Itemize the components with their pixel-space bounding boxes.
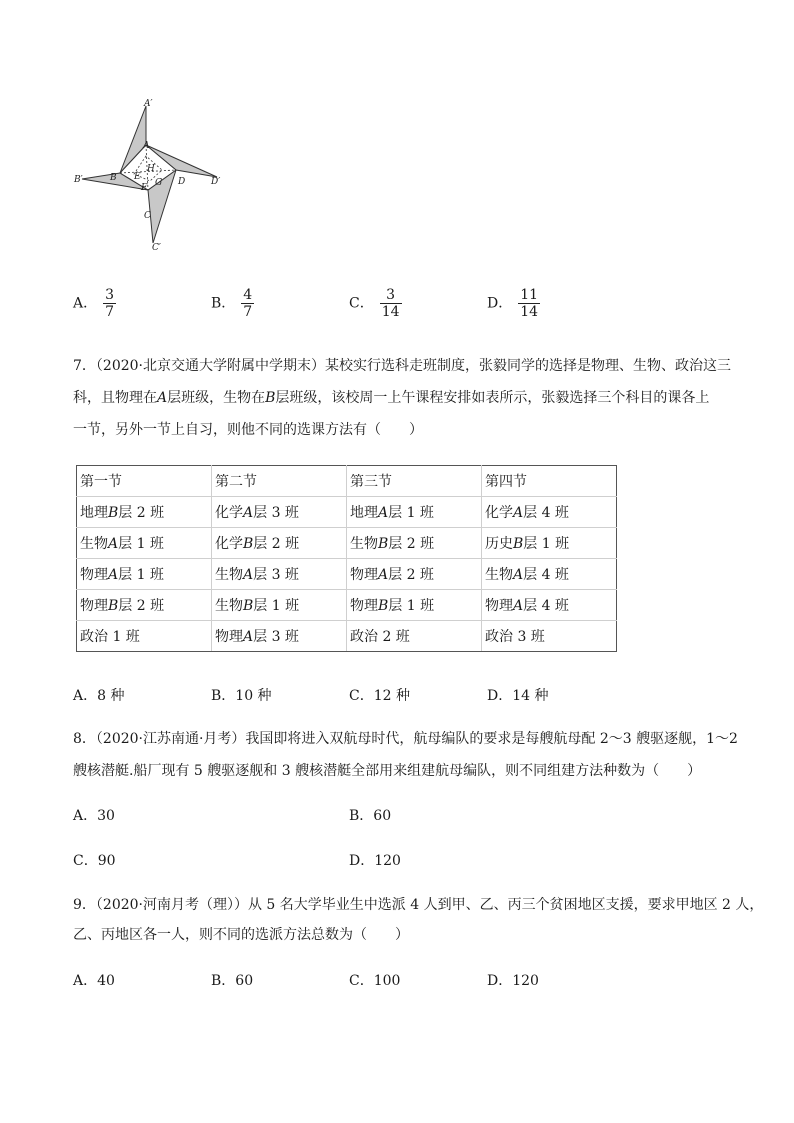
table-header-cell: 第三节 <box>347 466 482 497</box>
table-header-row <box>77 466 617 497</box>
q7-option-c: C．12 种 <box>349 688 410 704</box>
q8-line-1: 8．（2020·江苏南通·月考）我国即将进入双航母时代，航母编队的要求是每艘航母配 2～3 艘驱逐舰，1～2 <box>73 731 738 747</box>
q9-line-2: 乙、丙地区各一人，则不同的选派方法总数为（ ） <box>73 927 409 943</box>
q7-option-d: D．14 种 <box>487 688 549 704</box>
table-row <box>77 590 617 621</box>
table-cell: 化学B层 2 班 <box>212 528 347 559</box>
q8-option-b: B．60 <box>349 808 392 824</box>
pinwheel-figure <box>70 95 230 255</box>
label-d-prime: D′ <box>211 177 221 187</box>
schedule-table <box>76 465 617 652</box>
q6-option-d: D． $\frac{11}{14}$ <box>487 287 539 320</box>
table-cell: 地理A层 1 班 <box>347 497 482 528</box>
table-cell: 物理B层 2 班 <box>77 590 212 621</box>
table-cell: 物理A层 2 班 <box>347 559 482 590</box>
q6-option-b: B． $\frac{4}{7}$ <box>211 287 253 320</box>
table-cell: 化学A层 3 班 <box>212 497 347 528</box>
label-f: F <box>141 183 148 193</box>
q9-line-1: 9．（2020·河南月考（理））从 5 名大学毕业生中选派 4 人到甲、乙、丙三个贫困地区支援，要求甲地区 2 人， <box>73 897 764 913</box>
table-cell: 政治 1 班 <box>77 621 212 652</box>
q8-option-c: C．90 <box>73 853 116 869</box>
fraction: $\frac{3}{14}$ <box>381 287 400 320</box>
q9-option-a: A．40 <box>73 973 115 989</box>
table-row <box>77 497 617 528</box>
q7-option-a: A．8 种 <box>73 688 125 704</box>
label-b: B <box>110 173 117 183</box>
q9-option-c: C．100 <box>349 973 401 989</box>
label-c-prime: C′ <box>152 243 161 253</box>
table-cell: 地理B层 2 班 <box>77 497 212 528</box>
q9-option-b: B．60 <box>211 973 254 989</box>
table-cell: 生物A层 1 班 <box>77 528 212 559</box>
q7-line-2: 科，且物理在A层班级，生物在B层班级，该校周一上午课程安排如表所示，张毅选择三个科目的课各上 <box>73 390 710 406</box>
label-b-prime: B′ <box>74 175 83 185</box>
label-e: E <box>134 172 141 182</box>
table-cell: 政治 3 班 <box>482 621 617 652</box>
table-row <box>77 528 617 559</box>
table-cell: 化学A层 4 班 <box>482 497 617 528</box>
label-c: C <box>144 211 151 221</box>
q6-option-c: C． $\frac{3}{14}$ <box>349 287 400 320</box>
label-d: D <box>178 177 186 187</box>
label-h: H <box>147 164 155 174</box>
q7-option-b: B．10 种 <box>211 688 272 704</box>
table-header-cell: 第四节 <box>482 466 617 497</box>
label-a: A <box>143 141 150 151</box>
table-cell: 历史B层 1 班 <box>482 528 617 559</box>
fraction: $\frac{3}{7}$ <box>105 287 115 320</box>
q6-option-a: A． $\frac{3}{7}$ <box>73 287 115 320</box>
q8-line-2: 艘核潜艇.船厂现有 5 艘驱逐舰和 3 艘核潜艇全部用来组建航母编队，则不同组建方法种数为（ ） <box>73 763 702 779</box>
table-row <box>77 559 617 590</box>
table-cell: 生物B层 1 班 <box>212 590 347 621</box>
table-header-cell: 第一节 <box>77 466 212 497</box>
table-cell: 物理A层 3 班 <box>212 621 347 652</box>
fraction: $\frac{4}{7}$ <box>243 287 253 320</box>
q8-option-a: A．30 <box>73 808 115 824</box>
label-g: G <box>155 178 163 188</box>
table-cell: 物理B层 1 班 <box>347 590 482 621</box>
table-cell: 生物A层 4 班 <box>482 559 617 590</box>
table-cell: 生物A层 3 班 <box>212 559 347 590</box>
fraction: $\frac{11}{14}$ <box>520 287 539 320</box>
label-a-prime: A′ <box>144 99 153 109</box>
table-cell: 物理A层 4 班 <box>482 590 617 621</box>
table-row <box>77 621 617 652</box>
table-header-cell: 第二节 <box>212 466 347 497</box>
q7-line-3: 一节，另外一节上自习，则他不同的选课方法有（ ） <box>73 422 423 438</box>
table-cell: 物理A层 1 班 <box>77 559 212 590</box>
q8-option-d: D．120 <box>349 853 401 869</box>
q7-line-1: 7．（2020·北京交通大学附属中学期末）某校实行选科走班制度，张毅同学的选择是物理、生物、政治这三 <box>73 358 731 374</box>
table-cell: 生物B层 2 班 <box>347 528 482 559</box>
table-cell: 政治 2 班 <box>347 621 482 652</box>
q9-option-d: D．120 <box>487 973 539 989</box>
